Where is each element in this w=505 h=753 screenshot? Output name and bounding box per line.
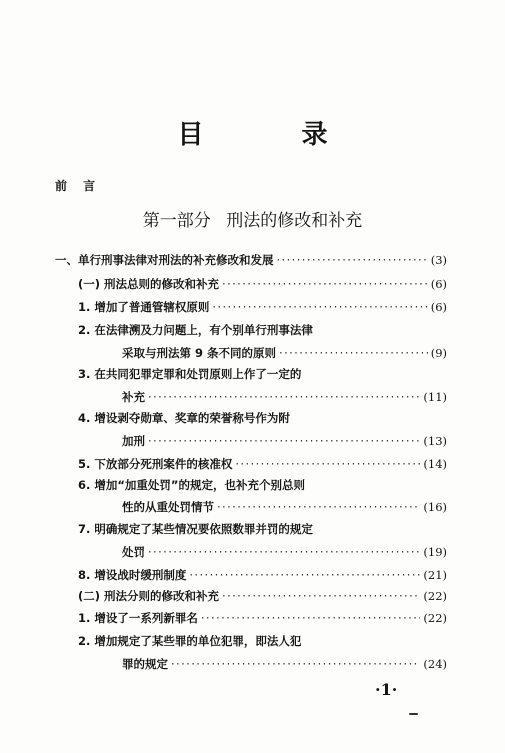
toc-entry-text: 8. 增设战时缓刑制度 (78, 568, 187, 582)
toc-entry-text: 1. 增设了一系列新罪名 (78, 611, 198, 625)
toc-entry-continuation: 采取与刑法第 9 条不同的原则 (122, 346, 277, 360)
toc-entry-page: (16) (423, 500, 447, 514)
toc-entry-text: (一) 刑法总则的修改和补充 (78, 277, 220, 291)
toc-entry (122, 433, 447, 449)
toc-entry-text: (二) 刑法分则的修改和补充 (78, 589, 220, 603)
toc-entry-continuation: 加刑 (122, 434, 145, 448)
toc-entry-page: (24) (423, 657, 447, 671)
toc-entry-page: (21) (423, 568, 447, 582)
toc-entry-page: (14) (423, 457, 447, 471)
toc-entry-page: (22) (423, 589, 447, 603)
toc-entry (78, 299, 447, 315)
toc-entry-page: (22) (423, 611, 447, 625)
dot-leader (171, 657, 420, 671)
toc-entry (78, 276, 447, 292)
preface-entry: 前 言 (55, 179, 102, 193)
toc-entry-text: 一、单行刑事法律对刑法的补充修改和发展 (55, 253, 274, 267)
toc-entry-page: (19) (423, 545, 447, 559)
toc-entry (78, 456, 447, 472)
toc-entry-text: 6. 增加“加重处罚”的规定，也补充个别总则 (78, 478, 305, 492)
toc-entry-text: 1. 增加了普通管辖权原则 (78, 300, 210, 314)
dot-leader (235, 457, 420, 471)
part-heading: 第一部分 刑法的修改和补充 (142, 211, 363, 231)
dot-leader (222, 277, 428, 291)
toc-entry (78, 610, 447, 626)
dot-leader (189, 568, 420, 582)
page-number: ·1· (375, 680, 398, 699)
toc-entry-page: (9) (430, 346, 447, 360)
dot-leader (148, 434, 420, 448)
dot-leader (217, 500, 420, 514)
dot-leader (277, 253, 428, 267)
toc-entry-text: 2. 在法律溯及力问题上，有个别单行刑事法律 (78, 323, 313, 337)
scan-smudge (409, 713, 418, 715)
toc-entry-continuation: 处罚 (122, 545, 145, 559)
toc-entry-page: (3) (430, 253, 447, 267)
toc-entry-text: 4. 增设剥夺勋章、奖章的荣誉称号作为附 (78, 411, 290, 425)
toc-entry-continuation: 补充 (122, 390, 145, 404)
toc-entry-text: 3. 在共同犯罪定罪和处罚原则上作了一定的 (78, 367, 302, 381)
page-title (0, 114, 505, 151)
toc-entry (55, 252, 447, 268)
toc-entry-text: 5. 下放部分死刑案件的核准权 (78, 457, 233, 471)
dot-leader (148, 545, 420, 559)
toc-entry-page: (11) (423, 390, 447, 404)
toc-entry (122, 544, 447, 560)
dot-leader (201, 611, 421, 625)
toc-entry (78, 567, 447, 583)
toc-entry-continuation: 罪的规定 (122, 657, 168, 671)
toc-entry-page: (6) (430, 277, 447, 291)
toc-entry (78, 588, 447, 604)
title-char-1: 目 (177, 120, 204, 150)
toc-entry-text: 7. 明确规定了某些情况要依照数罪并罚的规定 (78, 522, 313, 536)
toc-entry-continuation: 性的从重处罚情节 (122, 500, 214, 514)
toc-entry-page: (13) (423, 434, 447, 448)
dot-leader (279, 346, 428, 360)
dot-leader (212, 300, 427, 314)
dot-leader (148, 390, 420, 404)
toc-entry (122, 345, 447, 361)
toc-entry (122, 499, 447, 515)
toc-entry (122, 656, 447, 672)
dot-leader (222, 589, 420, 603)
title-char-2: 录 (301, 120, 328, 150)
toc-entry-text: 2. 增加规定了某些罪的单位犯罪，即法人犯 (78, 634, 302, 648)
toc-entry (122, 389, 447, 405)
toc-entry-page: (6) (430, 300, 447, 314)
